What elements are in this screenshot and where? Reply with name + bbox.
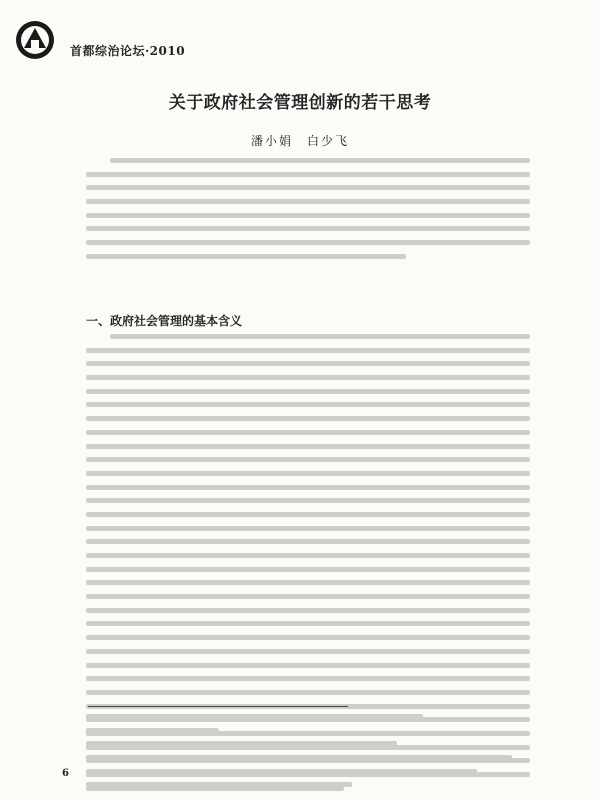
footnote-rule [88,706,348,707]
abstract-placeholder [86,158,530,268]
footnotes-placeholder [86,714,530,796]
journal-emblem-icon [14,18,56,62]
section-heading: 一、政府社会管理的基本含义 [86,314,243,328]
article-title: 关于政府社会管理创新的若干思考 [168,93,432,113]
page-number: 6 [62,768,69,779]
journal-name: 首都综治论坛·2010 [70,44,186,58]
page-header [14,18,586,74]
article-authors: 潘小娟 白少飞 [250,134,349,148]
